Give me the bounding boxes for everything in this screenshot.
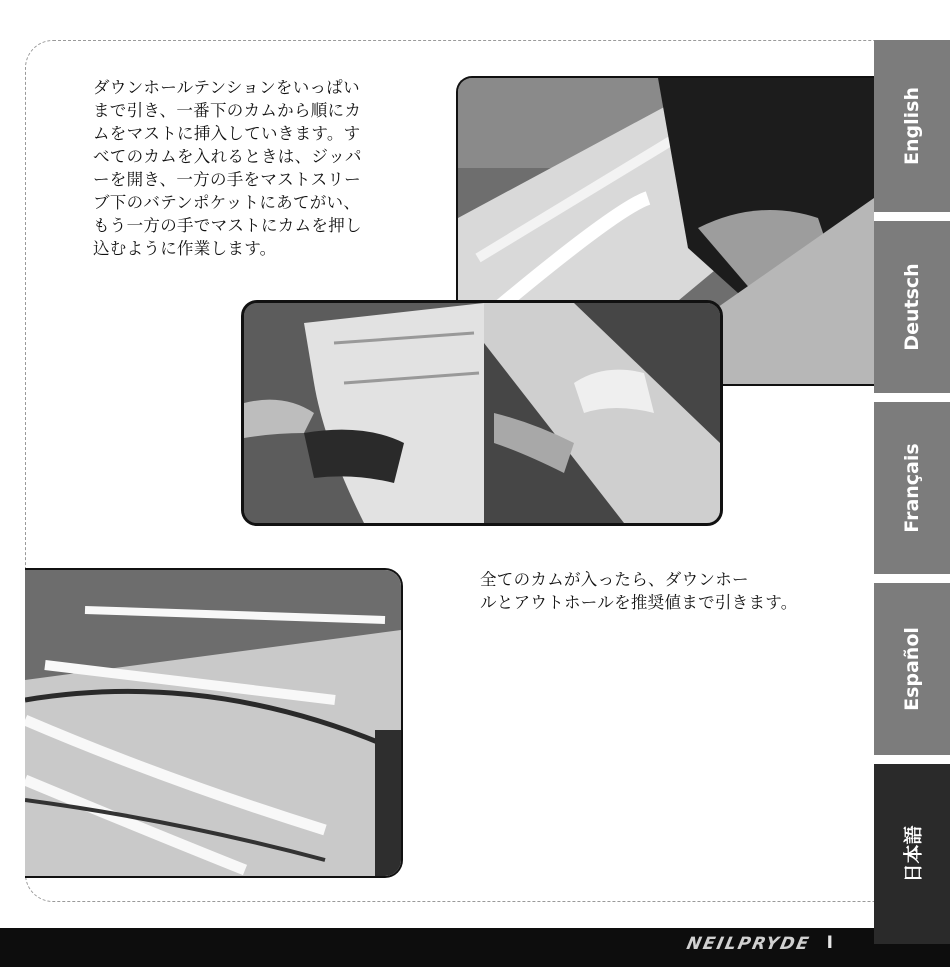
tab-english[interactable] xyxy=(874,40,950,212)
tab-francais-label: Français xyxy=(901,443,923,533)
tab-francais[interactable] xyxy=(874,402,950,574)
page-number: I xyxy=(826,933,833,953)
tab-espanol-label: Español xyxy=(901,627,923,711)
brand-logo: NEILPRYDE xyxy=(684,934,813,954)
tab-japanese[interactable] xyxy=(874,764,950,944)
tab-deutsch[interactable] xyxy=(874,221,950,393)
instruction-paragraph-bottom: 全てのカムが入ったら、ダウンホー ルとアウトホールを推奨値まで引きます。 xyxy=(480,570,798,612)
instruction-paragraph-top: ダウンホールテンションをいっぱい まで引き、一番下のカムから順にカ ムをマストに挿入していきます。す べてのカムを入れるときは、ジッパ ーを開き、一方の手をマストスリー ブ下のバテンポケットにあてがい、 もう一方の手でマストにカムを押し 込むように作業します。 xyxy=(93,78,362,258)
tab-deutsch-label: Deutsch xyxy=(901,263,923,351)
tab-espanol[interactable] xyxy=(874,583,950,755)
photo-inserting-cams xyxy=(241,300,723,526)
photo-rigged-sail xyxy=(25,568,403,878)
tab-english-label: English xyxy=(901,87,923,165)
language-tab-bar xyxy=(874,40,950,967)
tab-japanese-label: 日本語 xyxy=(902,825,925,883)
